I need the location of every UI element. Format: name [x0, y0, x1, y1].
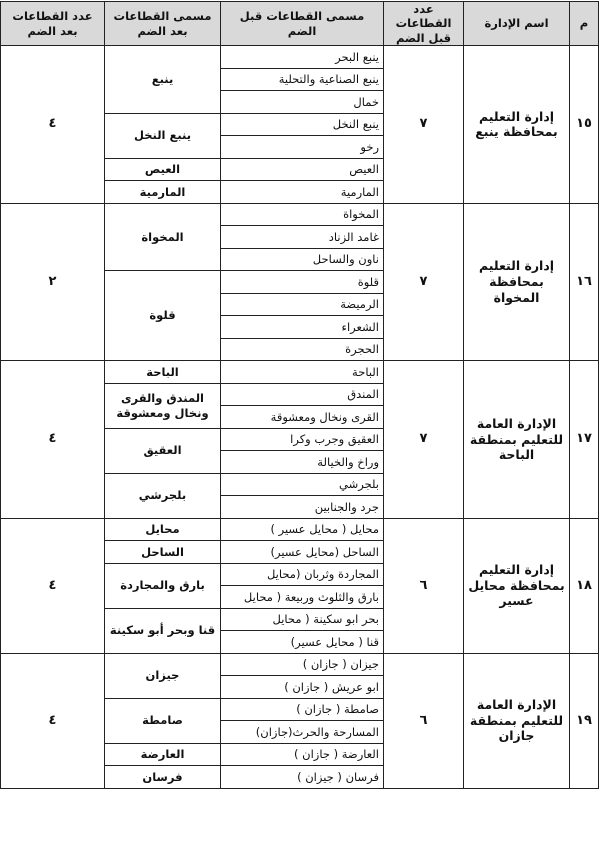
- sector-after-name: قلوة: [105, 271, 221, 361]
- sector-before-name: العارضة ( جازان ): [221, 743, 384, 766]
- admin-name: الإدارة العامة للتعليم بمنطقة جازان: [464, 653, 570, 788]
- sector-before-name: الساحل (محايل عسير): [221, 541, 384, 564]
- sector-before-name: فرسان ( جيزان ): [221, 766, 384, 789]
- count-after: ٤: [1, 46, 105, 204]
- sector-after-name: جيزان: [105, 653, 221, 698]
- sector-after-name: قنا وبحر أبو سكينة: [105, 608, 221, 653]
- admin-name: إدارة التعليم بمحافظة محايل عسير: [464, 518, 570, 653]
- table-row: [1, 203, 599, 226]
- sector-before-name: الباحة: [221, 361, 384, 384]
- sector-after-name: المخواة: [105, 203, 221, 271]
- count-after: ٤: [1, 361, 105, 519]
- sector-before-name: القرى ونخال ومعشوقة: [221, 406, 384, 429]
- header-names-before: مسمى القطاعات قبل الضم: [221, 2, 384, 46]
- header-names-after: مسمى القطاعات بعد الضم: [105, 2, 221, 46]
- table-body: [1, 46, 599, 789]
- sector-before-name: خمال: [221, 91, 384, 114]
- sector-before-name: رخو: [221, 136, 384, 159]
- count-after: ٤: [1, 518, 105, 653]
- row-number: ١٩: [570, 653, 599, 788]
- sector-after-name: العيص: [105, 158, 221, 181]
- sector-after-name: بلجرشي: [105, 473, 221, 518]
- sector-before-name: صامطة ( جازان ): [221, 698, 384, 721]
- sector-before-name: ينبع الصناعية والتحلية: [221, 68, 384, 91]
- sector-after-name: ينبع النخل: [105, 113, 221, 158]
- sector-after-name: صامطة: [105, 698, 221, 743]
- sector-after-name: المندق والقرى ونخال ومعشوقة: [105, 383, 221, 428]
- sector-after-name: فرسان: [105, 766, 221, 789]
- sector-after-name: العقيق: [105, 428, 221, 473]
- sector-after-name: الباحة: [105, 361, 221, 384]
- sectors-merge-table: [0, 1, 599, 789]
- sector-before-name: المارمية: [221, 181, 384, 204]
- table-row: [1, 653, 599, 676]
- row-number: ١٥: [570, 46, 599, 204]
- row-number: ١٦: [570, 203, 599, 361]
- header-count-after: عدد القطاعات بعد الضم: [1, 2, 105, 46]
- sector-before-name: ينبع البحر: [221, 46, 384, 69]
- table-row: [1, 518, 599, 541]
- admin-name: الإدارة العامة للتعليم بمنطقة الباحة: [464, 361, 570, 519]
- document-page: [1, 1, 599, 842]
- sector-before-name: جيزان ( جازان ): [221, 653, 384, 676]
- table-row: [1, 361, 599, 384]
- sector-before-name: الرميضة: [221, 293, 384, 316]
- sector-before-name: قنا ( محايل عسير): [221, 631, 384, 654]
- sector-after-name: بارق والمجاردة: [105, 563, 221, 608]
- sector-before-name: محايل ( محايل عسير ): [221, 518, 384, 541]
- sector-before-name: المجاردة وثربان (محايل: [221, 563, 384, 586]
- row-number: ١٨: [570, 518, 599, 653]
- admin-name: إدارة التعليم بمحافظة المخواة: [464, 203, 570, 361]
- header-admin-name: اسم الإدارة: [464, 2, 570, 46]
- sector-before-name: العيص: [221, 158, 384, 181]
- sector-before-name: المندق: [221, 383, 384, 406]
- sector-before-name: غامد الزناد: [221, 226, 384, 249]
- count-after: ٤: [1, 653, 105, 788]
- sector-before-name: ناون والساحل: [221, 248, 384, 271]
- sector-before-name: وراخ والخيالة: [221, 451, 384, 474]
- sector-before-name: العقيق وجرب وكرا: [221, 428, 384, 451]
- sector-before-name: بارق والثلوث وربيعة ( محايل: [221, 586, 384, 609]
- sector-before-name: قلوة: [221, 271, 384, 294]
- table-row: [1, 46, 599, 69]
- sector-before-name: المسارحة والحرث(جازان): [221, 721, 384, 744]
- sector-after-name: العارضة: [105, 743, 221, 766]
- sector-after-name: ينبع: [105, 46, 221, 114]
- count-before: ٧: [384, 203, 464, 361]
- sector-after-name: الساحل: [105, 541, 221, 564]
- count-before: ٧: [384, 361, 464, 519]
- admin-name: إدارة التعليم بمحافظة ينبع: [464, 46, 570, 204]
- row-number: ١٧: [570, 361, 599, 519]
- sector-before-name: ينبع النخل: [221, 113, 384, 136]
- header-count-before: عدد القطاعات قبل الضم: [384, 2, 464, 46]
- sector-before-name: المخواة: [221, 203, 384, 226]
- count-after: ٢: [1, 203, 105, 361]
- sector-after-name: محايل: [105, 518, 221, 541]
- header-row: [1, 2, 599, 46]
- sector-before-name: بحر ابو سكينة ( محايل: [221, 608, 384, 631]
- count-before: ٦: [384, 518, 464, 653]
- sector-after-name: المارمية: [105, 181, 221, 204]
- sector-before-name: الحجرة: [221, 338, 384, 361]
- sector-before-name: جرد والجنابين: [221, 496, 384, 519]
- header-num: م: [570, 2, 599, 46]
- count-before: ٧: [384, 46, 464, 204]
- sector-before-name: الشعراء: [221, 316, 384, 339]
- count-before: ٦: [384, 653, 464, 788]
- sector-before-name: بلجرشي: [221, 473, 384, 496]
- sector-before-name: ابو عريش ( جازان ): [221, 676, 384, 699]
